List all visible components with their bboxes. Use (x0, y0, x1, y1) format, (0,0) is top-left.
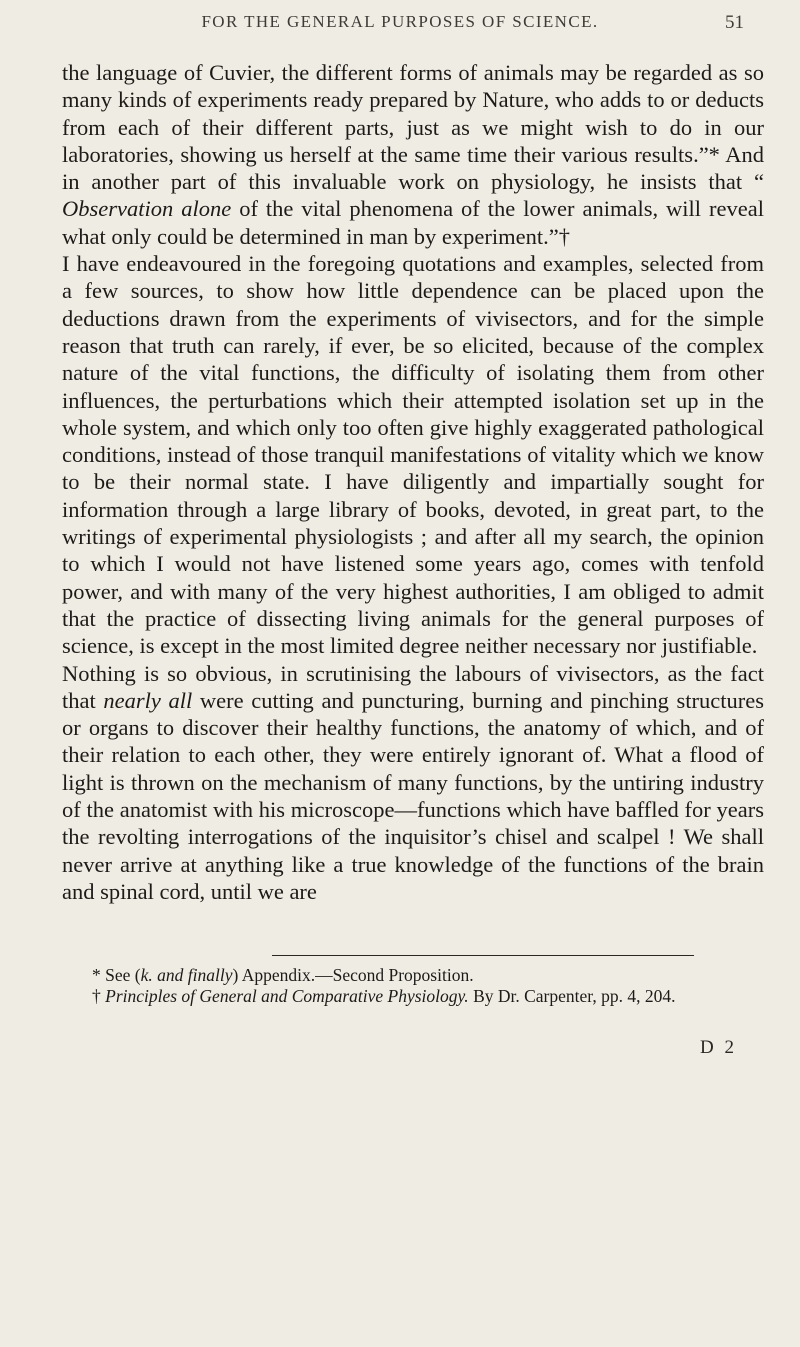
footnote-emphasis: k. and finally (140, 965, 233, 985)
paragraph-nothing-so-obvious (62, 660, 764, 906)
emphasis-observation-alone: Observation alone (62, 196, 232, 222)
emphasis-nearly-all: nearly all (103, 687, 193, 713)
paragraph-endeavoured: I have endeavoured in the foregoing quotations and examples, selected from a few sources, to show how little dependence can be placed upon the deductions drawn from the experiments of vivisectors, and for the simple reason that truth can rarely, if ever, be so elicited, because of the complex nature of the vital functions, the difficulty of isolating them from other influences, the perturbations which their attempted isolation set up in the whole system, and which only too often give highly exaggerated pathological conditions, instead of those tranquil manifestations of vitality which we know to be their normal state. I have diligently and impartially sought for information through a large library of books, devoted, in great part, to the writings of experimental physiologists ; and after all my search, the opinion to which I would not have listened some years ago, comes with tenfold power, and with many of the very highest authorities, I am obliged to admit that the practice of dissecting living animals for the general purposes of science, is except in the most limited degree neither necessary nor justifiable. (62, 251, 764, 659)
footnote-text: * See ( (92, 965, 141, 985)
footnote-text: † (92, 986, 106, 1006)
footnote-2 (64, 986, 764, 1007)
page-number: 51 (725, 12, 744, 33)
footnote-emphasis: Principles of General and Comparative Physiology. (105, 986, 469, 1006)
footnote-1 (64, 965, 764, 986)
running-title: FOR THE GENERAL PURPOSES OF SCIENCE. (201, 12, 599, 31)
body-text (62, 59, 764, 905)
paragraph-text: of the vital phenomena of the lower animals, will reveal what only could be determined in man by experiment.”† (62, 196, 764, 249)
footnote-text: ) Appendix.—Second Proposition. (232, 965, 474, 985)
signature-mark: D 2 (700, 1037, 737, 1058)
running-head (0, 6, 800, 40)
paragraph-text: were cutting and puncturing, burning and pinching structures or organs to discover their healthy functions, the anatomy of which, and of their relation to each other, they were entirely ignorant of. What a flood of light is thrown on the mechanism of many functions, by the untiring industry of the anatomist with his microscope—functions which have baffled for years the revolting interrogations of the inquisitor’s chisel and scalpel ! We shall never arrive at anything like a true knowledge of the functions of the brain and spinal cord, until we are (62, 687, 764, 904)
paragraph-text: the language of Cuvier, the different forms of animals may be regarded as so many kinds of experiments ready prepared by Nature, who adds to or deducts from each of their different parts, just as we might wish to do in our laboratories, showing us herself at the same time their various results.”* And in another part of this invaluable work on physiology, he insists that “ (62, 60, 764, 195)
footnotes (64, 965, 764, 1007)
footnote-rule (272, 955, 694, 956)
footnote-text: By Dr. Carpenter, pp. 4, 204. (468, 986, 676, 1006)
paragraph-text: Nothing is so obvious, in scrutinising the labours of vivisectors, as the fact that (62, 660, 764, 713)
paragraph-cuvier-quote (62, 59, 764, 250)
